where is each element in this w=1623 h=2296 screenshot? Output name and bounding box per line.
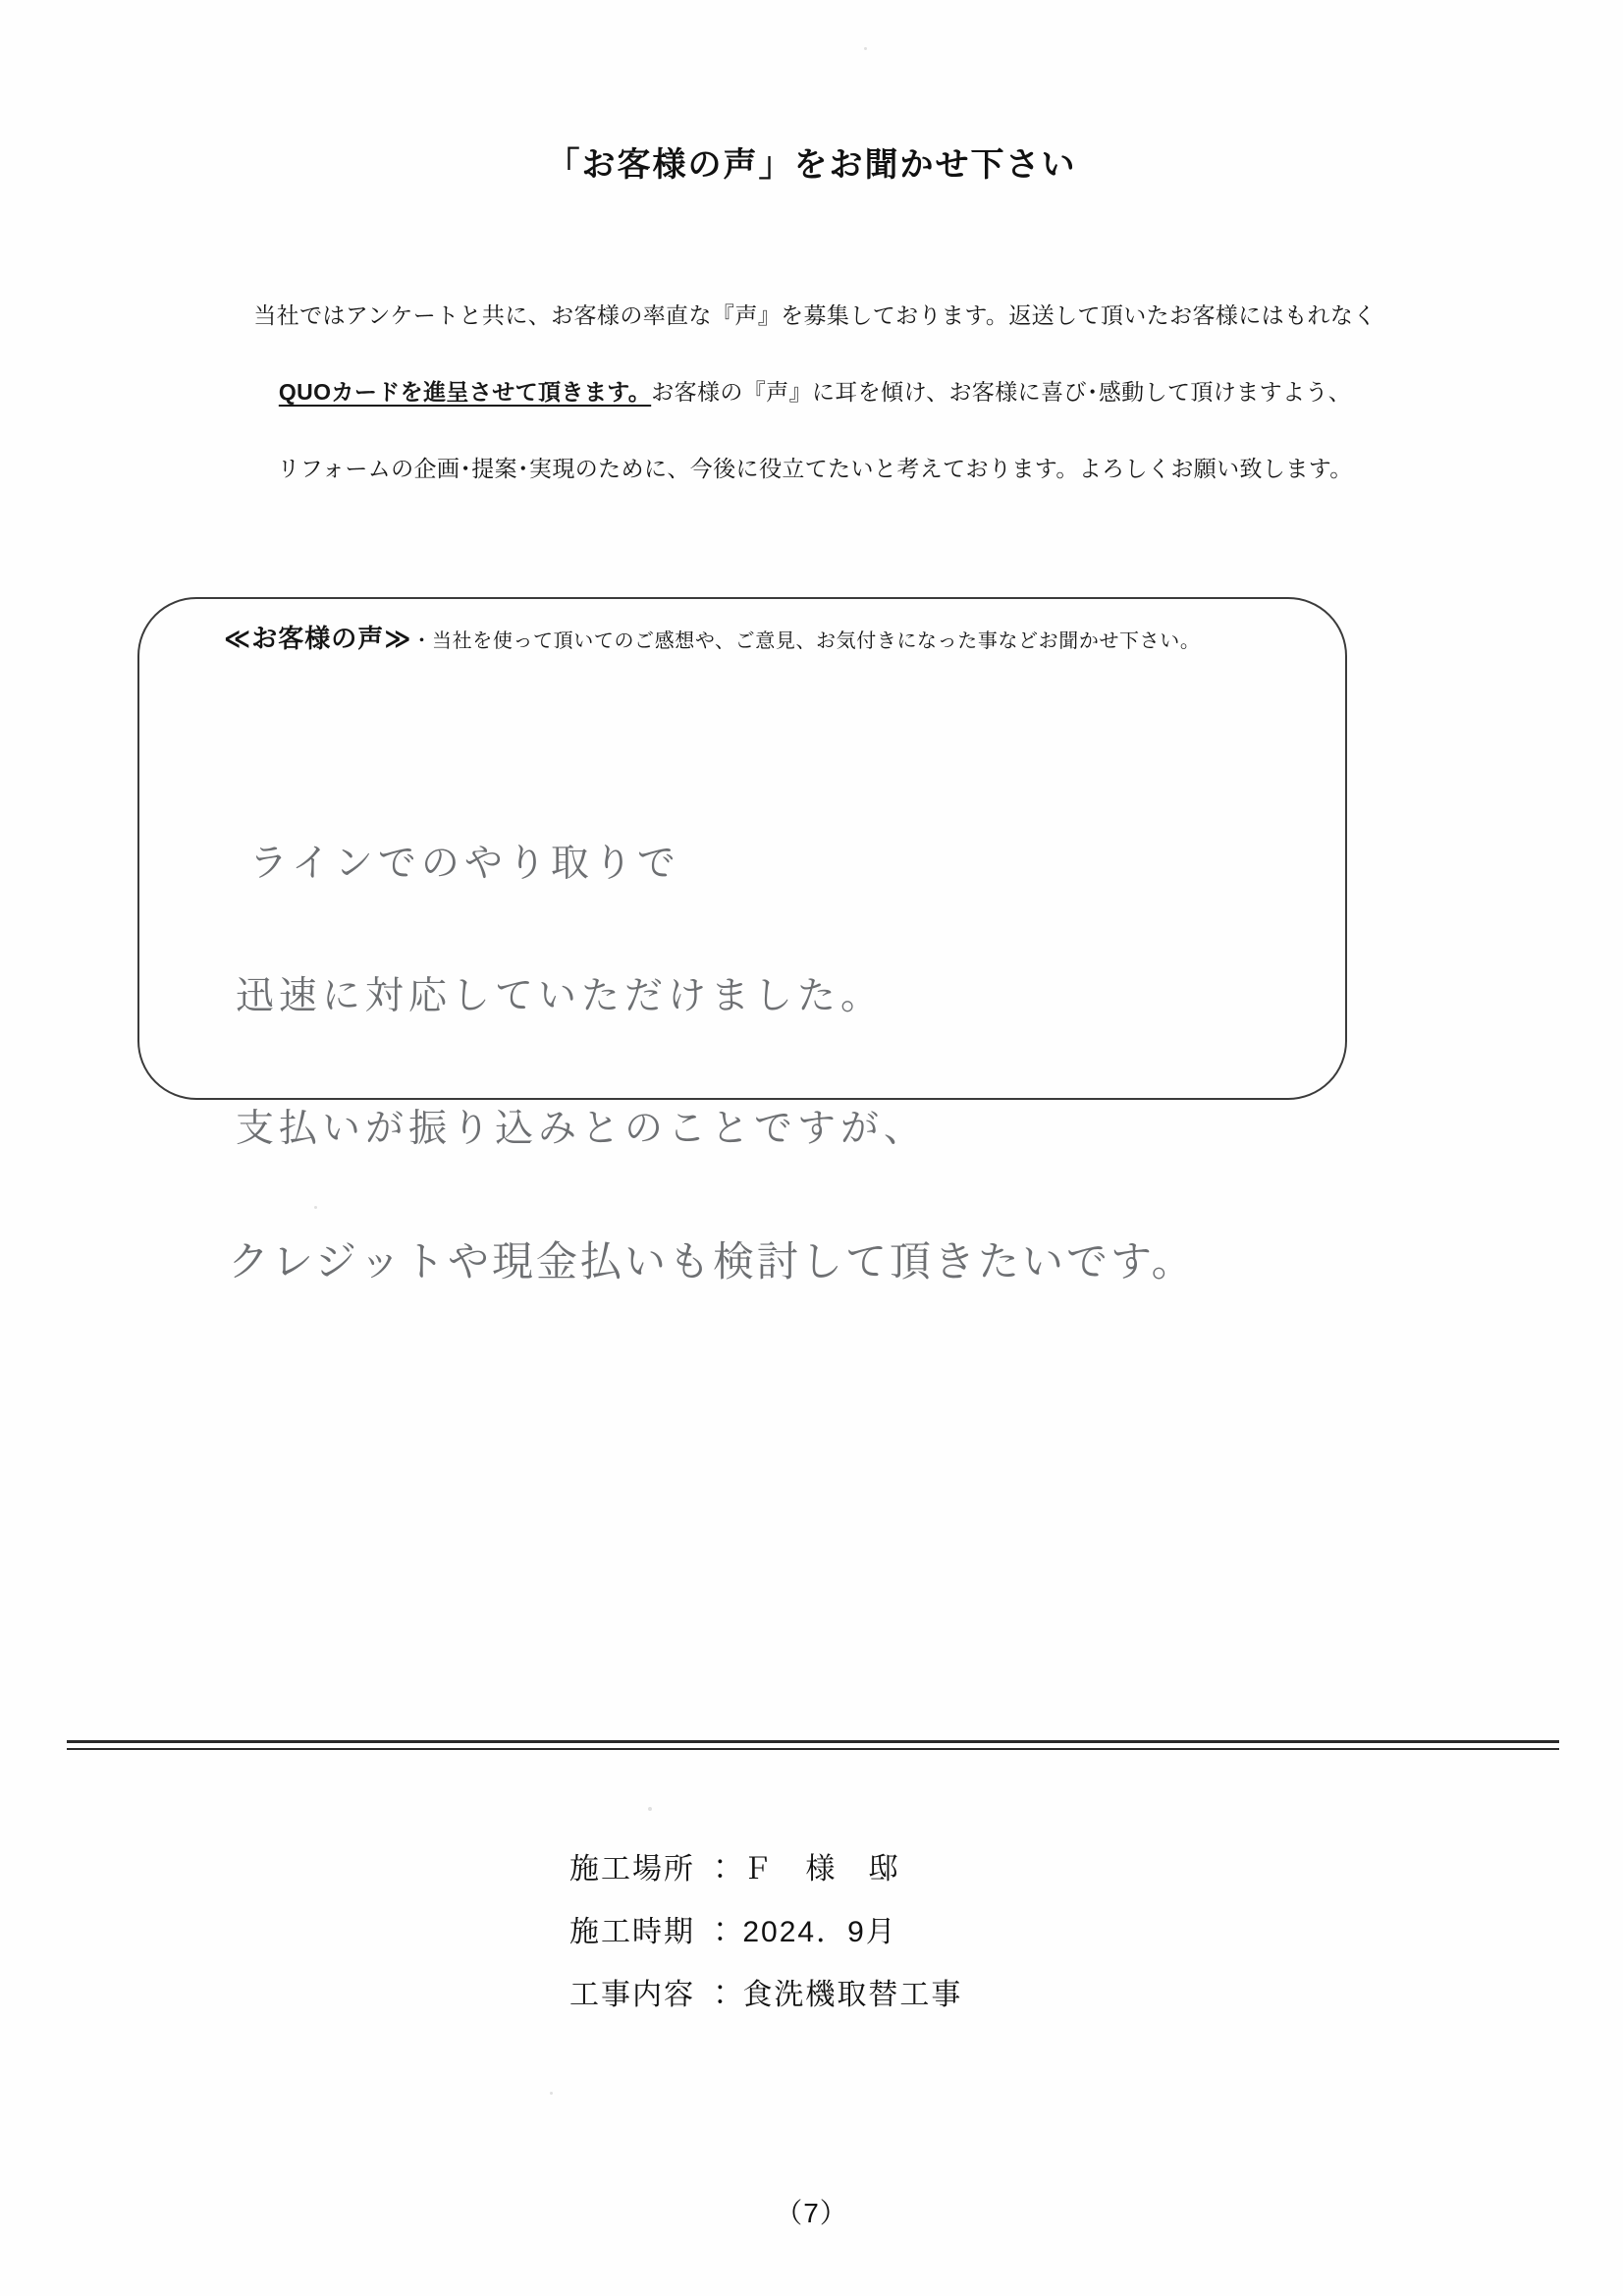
page-number: （7） — [775, 2198, 848, 2228]
intro-underlined-text: QUOカードを進呈させて頂きます。 — [278, 379, 652, 405]
handwritten-line-3: 支払いが振り込みとのことですが、 — [236, 1107, 928, 1151]
handwritten-line-1: ラインでのやり取りで — [249, 842, 680, 886]
intro-line-2 — [147, 354, 1483, 430]
divider-thin-line — [67, 1748, 1559, 1750]
intro-line-2-rest: お客様の『声』に耳を傾け、お客様に喜び･感動して頂けますよう、 — [651, 379, 1352, 405]
customer-voice-heading-note: ・当社を使って頂いてのご感想や、ご意見、お気付きになった事などお聞かせ下さい。 — [411, 630, 1201, 652]
handwritten-comment — [228, 797, 1386, 1328]
intro-line-3: リフォームの企画･提案･実現のために、今後に役立てたいと考えております。よろしくお願い致します。 — [277, 456, 1353, 481]
scan-speck — [314, 1206, 317, 1209]
intro-paragraph — [147, 277, 1483, 507]
site-label: 施工場所 ： — [569, 1853, 737, 1886]
work-value: 食洗機取替工事 — [742, 1979, 963, 2011]
project-info-row — [569, 1901, 962, 1964]
project-info-row — [569, 1838, 962, 1901]
scan-speck — [864, 47, 867, 50]
period-value: 2024．9月 — [742, 1916, 897, 1948]
scan-speck — [550, 2092, 553, 2095]
horizontal-divider — [67, 1740, 1559, 1750]
handwritten-line-4: クレジットや現金払いも検討して頂きたいです。 — [228, 1237, 1196, 1285]
customer-voice-heading-label: ≪お客様の声≫ — [224, 624, 412, 653]
site-value: Ｆ 様 邸 — [742, 1853, 900, 1886]
customer-voice-heading — [224, 619, 1324, 655]
work-label: 工事内容 ： — [569, 1979, 737, 2011]
period-label: 施工時期 ： — [569, 1916, 737, 1948]
intro-line-1: 当社ではアンケートと共に、お客様の率直な『声』を募集しております。返送して頂いたお客様にはもれなく — [253, 302, 1377, 328]
page-title: 「お客様の声」をお聞かせ下さい — [546, 146, 1077, 184]
project-info — [569, 1838, 962, 2027]
scan-speck — [648, 1807, 652, 1811]
handwritten-line-2: 迅速に対応していただけました。 — [236, 974, 885, 1018]
project-info-row — [569, 1964, 962, 2027]
